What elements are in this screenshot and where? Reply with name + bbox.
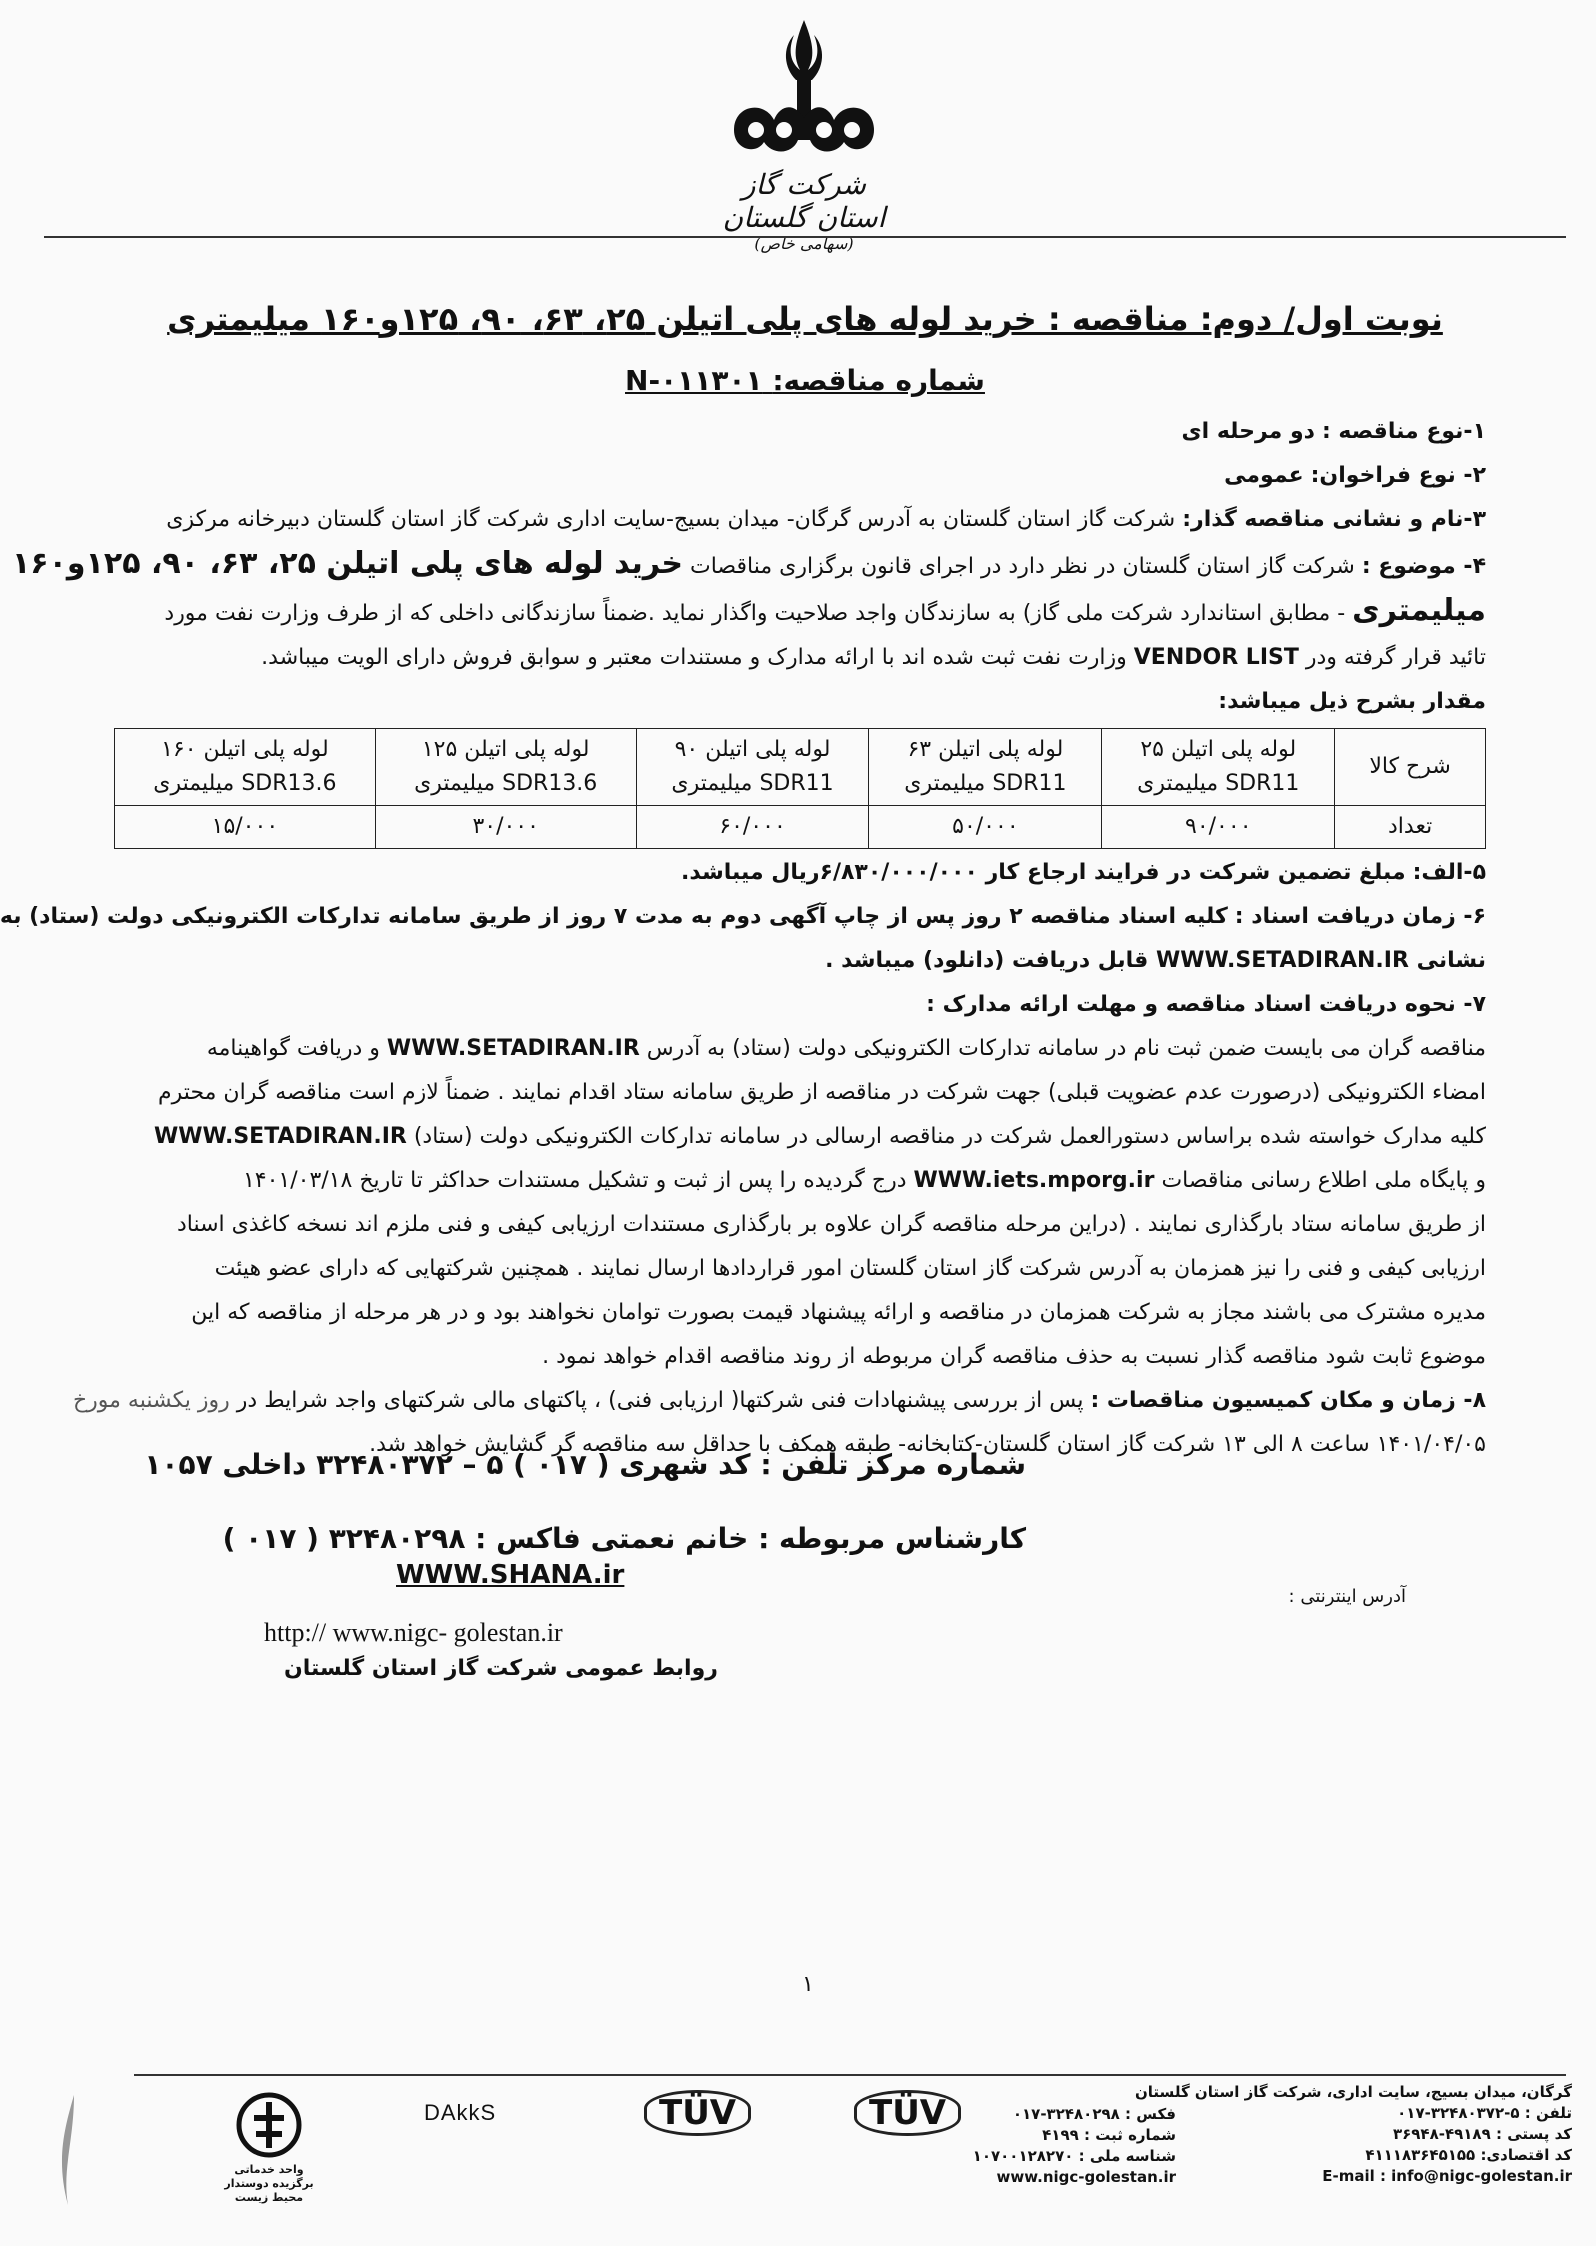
col-name: لوله پلی اتیلن ۱۶۰ [161, 737, 329, 762]
item-2-value: عمومی [1224, 463, 1304, 488]
item-7-line-1 [114, 1027, 1486, 1071]
col-sdr: SDR13.6 [241, 771, 337, 796]
phone-line: شماره مرکز تلفن : کد شهری ( ۰۱۷ ) ۵ – ۳۲۴۸۰۳۷۲ داخلی ۱۰۵۷ [144, 1448, 1026, 1481]
item-3-label: ۳-نام و نشانی مناقصه گذار: [1182, 507, 1486, 532]
items-table [114, 728, 1486, 849]
item-7-text-4b: درج گردیده را پس از ثبت و تشکیل مستندات حداکثر تا تاریخ ۱۴۰۱/۰۳/۱۸ [242, 1168, 907, 1193]
table-header-qty: تعداد [1335, 806, 1486, 849]
item-3 [114, 498, 1486, 542]
item-4-label: ۴- موضوع : [1361, 554, 1486, 579]
item-6-text-1: کلیه اسناد مناقصه ۲ روز پس از چاپ آگهی دوم به مدت ۷ روز از طریق سامانه تدارکات الکترونیکی دولت (ستاد) به [0, 904, 1228, 929]
internet-address-label: آدرس اینترنتی : [1288, 1586, 1406, 1607]
item-7-line-2: امضاء الکترونیکی (درصورت عدم عضویت قبلی) جهت شرکت در مناقصه از طریق سامانه ستاد اقدام نمایند . ضمناً لازم است مناقصه گران محترم [158, 1080, 1486, 1105]
tuv-badge-2 [644, 2090, 751, 2136]
item-1-value: دو مرحله ای [1181, 419, 1315, 444]
vendor-list-text: VENDOR LIST [1133, 645, 1299, 670]
logo-company-name: شرکت گاز استان گلستان [722, 168, 886, 234]
footer-website: www.nigc-golestan.ir [996, 2168, 1176, 2186]
setadiran-link[interactable]: WWW.SETADIRAN.IR [386, 1036, 640, 1061]
item-4-line-4: مقدار بشرح ذیل میباشد: [1218, 689, 1486, 714]
iets-link[interactable]: WWW.iets.mporg.ir [913, 1168, 1155, 1193]
setadiran-link[interactable]: WWW.SETADIRAN.IR [1156, 948, 1409, 973]
item-7-line-5: از طریق سامانه ستاد بارگذاری نمایند . (دراین مرحله مناقصه گران علاوه بر بارگذاری مستندات ارزیابی کیفی و فنی ملزم اند نسخه کاغذی اسناد [176, 1212, 1486, 1237]
col-unit: میلیمتری [414, 771, 496, 796]
item-6-line-1 [0, 895, 1486, 939]
footer-email: E-mail : info@nigc-golestan.ir [1322, 2167, 1572, 2185]
nigc-link[interactable]: http:// www.nigc- golestan.ir [264, 1618, 563, 1647]
item-7-line-7: مدیره مشترک می باشند مجاز به شرکت همزمان در مناقصه و ارائه پیشنهاد قیمت بصورت توامان نخواهند بود و در هر مرحله از مناقصه که این [191, 1300, 1486, 1325]
tender-number-label: شماره مناقصه: [772, 364, 985, 397]
tender-number [134, 364, 1476, 397]
col-name: لوله پلی اتیلن ۲۵ [1140, 737, 1297, 762]
item-4-subject-bold-2: میلیمتری [1352, 593, 1486, 628]
table-cell-qty: ۱۵/۰۰۰ [115, 806, 376, 849]
col-name: لوله پلی اتیلن ۹۰ [674, 737, 831, 762]
table-cell [1102, 729, 1335, 806]
table-cell [375, 729, 636, 806]
header-divider [44, 236, 1566, 238]
table-cell [636, 729, 869, 806]
item-5-value: مبلغ تضمین شرکت در فرایند ارجاع کار ۶/۸۳۰/۰۰۰/۰۰۰ریال میباشد. [681, 860, 1406, 885]
item-8-line-1 [72, 1379, 1486, 1423]
footer-address [1135, 2082, 1572, 2187]
item-1 [114, 410, 1486, 454]
col-sdr: SDR11 [992, 771, 1067, 796]
setadiran-link[interactable]: WWW.SETADIRAN.IR [153, 1124, 407, 1149]
emblem-icon [234, 2090, 304, 2160]
footer-divider [134, 2074, 1566, 2076]
flame-logo-icon [704, 10, 904, 170]
table-row [115, 729, 1486, 806]
item-1-label: ۱-نوع مناقصه : [1321, 419, 1486, 444]
table-cell-qty: ۶۰/۰۰۰ [636, 806, 869, 849]
tuv-mark: TÜV [854, 2090, 961, 2136]
item-4-text-3a: تائید قرار گرفته ودر [1305, 645, 1486, 670]
green-unit-caption: واحد خدماتی برگزیده دوستدار محیط زیست [224, 2163, 314, 2204]
table-header-desc: شرح کالا [1335, 729, 1486, 806]
page-number: ۱ [802, 1972, 814, 1997]
table-cell-qty: ۳۰/۰۰۰ [375, 806, 636, 849]
col-unit: میلیمتری [1137, 771, 1219, 796]
item-4-text-1: شرکت گاز استان گلستان در نظر دارد در اجرای قانون برگزاری مناقصات [690, 554, 1355, 579]
page-title: نوبت اول/ دوم: مناقصه : خرید لوله های پلی اتیلن ۲۵، ۶۳، ۹۰، ۱۲۵و۱۶۰ میلیمتری [167, 300, 1443, 338]
item-4-subject-bold: خرید لوله های پلی اتیلن ۲۵، ۶۳، ۹۰، ۱۲۵و۱۶۰ [11, 546, 684, 581]
col-sdr: SDR11 [1225, 771, 1300, 796]
item-4-text-3b: وزارت نفت ثبت شده اند با ارائه مدارک و مستندات معتبر و سوابق فروش دارای الویت میباشد. [261, 645, 1127, 670]
dakks-badge [424, 2100, 496, 2126]
footer-registration: شماره ثبت : ۴۱۹۹ [1042, 2126, 1176, 2144]
item-8-label: ۸- زمان و مکان کمیسیون مناقصات : [1090, 1388, 1486, 1413]
item-3-value: شرکت گاز استان گلستان به آدرس گرگان- میدان بسیج-سایت اداری شرکت گاز استان گلستان دبیرخانه مرکزی [166, 507, 1176, 532]
shana-link[interactable]: WWW.SHANA.ir [396, 1560, 625, 1590]
col-sdr: SDR11 [759, 771, 834, 796]
item-7-text-3a: کلیه مدارک خواسته شده براساس دستورالعمل شرکت در مناقصه ارسالی در سامانه تدارکات الکترونیکی دولت (ستاد) [413, 1124, 1486, 1149]
contact-block [144, 1428, 1026, 1576]
col-name: لوله پلی اتیلن ۱۲۵ [421, 737, 590, 762]
col-unit: میلیمتری [153, 771, 235, 796]
col-sdr: SDR13.6 [502, 771, 598, 796]
item-7-label: ۷- نحوه دریافت اسناد مناقصه و مهلت ارائه مدارک : [926, 992, 1486, 1017]
item-6-label: ۶- زمان دریافت اسناد : [1234, 904, 1486, 929]
document-body [0, 410, 1486, 1467]
table-row [115, 806, 1486, 849]
item-6-text-2a: نشانی [1416, 948, 1486, 973]
footer-economic-code: کد اقتصادی: ۴۱۱۱۸۳۶۴۵۱۵۵ [1365, 2146, 1572, 2164]
dakks-mark: DAkkS [424, 2100, 497, 2125]
item-5 [114, 851, 1486, 895]
flame-mark [54, 2090, 94, 2214]
company-logo [704, 10, 904, 253]
footer-mid [972, 2104, 1176, 2188]
item-7-text-4a: و پایگاه ملی اطلاع رسانی مناقصات [1161, 1168, 1486, 1193]
tender-number-value: N-۰۱۱۳۰۱ [625, 364, 763, 397]
expert-line: کارشناس مربوطه : خانم نعمتی فاکس : ۳۲۴۸۰۲۹۸ ( ۰۱۷ ) [222, 1522, 1026, 1555]
item-2-label: ۲- نوع فراخوان: [1310, 463, 1486, 488]
col-unit: میلیمتری [904, 771, 986, 796]
item-4-line-1 [11, 542, 1486, 589]
item-7-text-1b: و دریافت گواهینامه [206, 1036, 380, 1061]
footer-national-id: شناسه ملی : ۱۰۷۰۰۱۲۸۲۷۰ [972, 2147, 1176, 2165]
public-relations: روابط عمومی شرکت گاز استان گلستان [284, 1656, 718, 1681]
footer-phone: تلفن : ۵-۳۲۴۸۰۳۷۲-۰۱۷ [1397, 2104, 1572, 2122]
footer-fax: فکس : ۳۲۴۸۰۲۹۸-۰۱۷ [1012, 2105, 1176, 2123]
item-7-text-1a: مناقصه گران می بایست ضمن ثبت نام در سامانه تدارکات الکترونیکی دولت (ستاد) به آدرس [646, 1036, 1486, 1061]
item-4-line-3 [114, 636, 1486, 680]
footer-postal: کد پستی : ۴۹۱۸۹-۳۶۹۴۸ [1392, 2125, 1572, 2143]
item-7-line-3 [114, 1115, 1486, 1159]
item-5-label: ۵-الف: [1412, 860, 1486, 885]
tuv-mark: TÜV [644, 2090, 751, 2136]
col-name: لوله پلی اتیلن ۶۳ [907, 737, 1064, 762]
flame-icon [54, 2090, 94, 2210]
item-4-line-2 [114, 589, 1486, 636]
col-unit: میلیمتری [671, 771, 753, 796]
item-2 [114, 454, 1486, 498]
item-8-text-1a: پس از بررسی پیشنهادات فنی شرکتها( ارزیابی فنی) ، پاکتهای مالی شرکتهای واجد شرایط در [236, 1388, 1084, 1413]
item-6-line-2 [114, 939, 1486, 983]
item-7-line-4 [114, 1159, 1486, 1203]
table-cell [115, 729, 376, 806]
item-7-line-6: ارزیابی کیفی و فنی را نیز همزمان به آدرس شرکت گاز استان گلستان امور قراردادها ارسال نمایند . همچنین شرکتهایی که دارای عضو هیئت [214, 1256, 1486, 1281]
green-unit-badge [224, 2090, 314, 2205]
logo-company-sub: (سهامی خاص) [754, 234, 854, 253]
item-4-text-2: - مطابق استاندارد شرکت ملی گاز) به سازندگان واجد صلاحیت واگذار نماید .ضمناً سازندگانی داخلی که از طرف وزارت نفت مورد [164, 601, 1346, 626]
tuv-badge-1 [854, 2090, 961, 2136]
item-8-day: روز یکشنبه مورخ [72, 1388, 230, 1413]
table-cell-qty: ۹۰/۰۰۰ [1102, 806, 1335, 849]
table-cell [869, 729, 1102, 806]
table-cell-qty: ۵۰/۰۰۰ [869, 806, 1102, 849]
item-7-line-8: موضوع ثابت شود مناقصه گذار نسبت به حذف مناقصه گران مربوطه از روند مناقصه اقدام خواهد نمود . [542, 1344, 1486, 1369]
item-8-line-2: ۱۴۰۱/۰۴/۰۵ ساعت ۸ الی ۱۳ شرکت گاز استان گلستان-کتابخانه- طبقه همکف با حداقل سه مناقصه گر گشایش خواهد شد. [369, 1432, 1486, 1457]
footer-address-line: گرگان، میدان بسیج، سایت اداری، شرکت گاز استان گلستان [1135, 2083, 1572, 2101]
item-6-text-2b: قابل دریافت (دانلود) میباشد . [825, 948, 1149, 973]
